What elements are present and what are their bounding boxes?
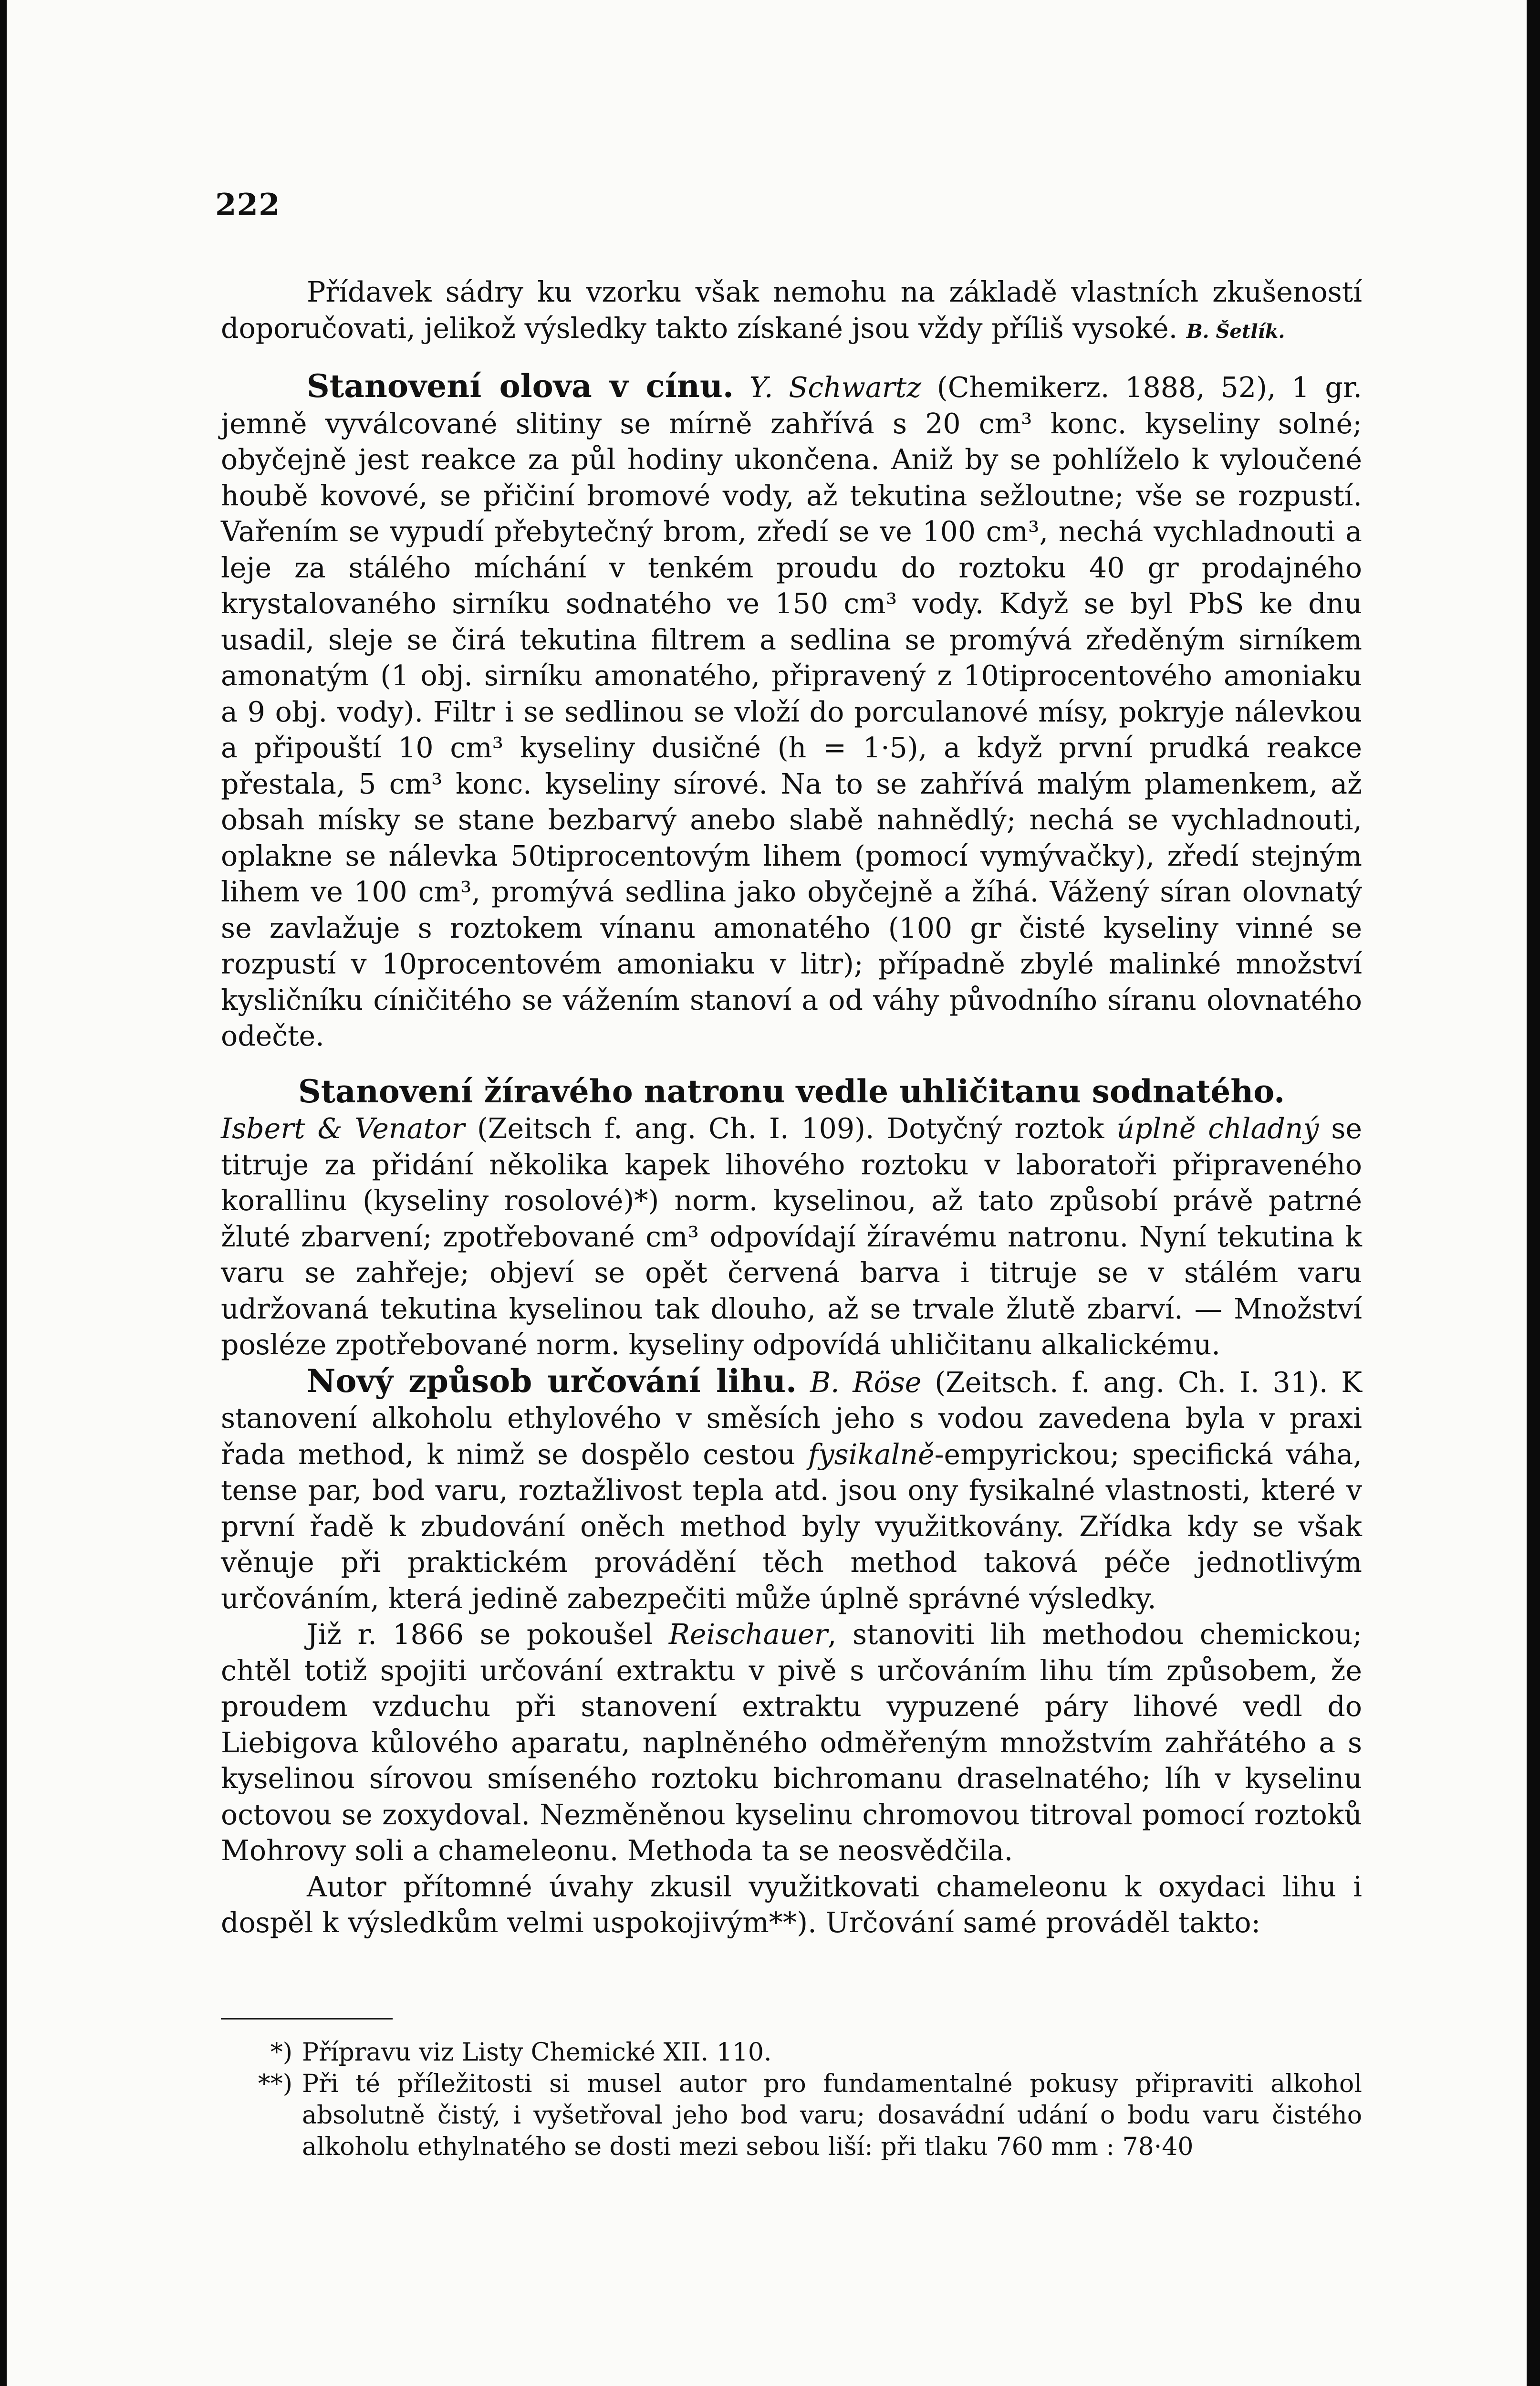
lihu-section [221, 1363, 1362, 1617]
lihu-heading: Nový způsob určování lihu. [307, 1362, 797, 1400]
reischauer-paragraph [221, 1617, 1362, 1869]
natron-heading-line [221, 1074, 1362, 1111]
signature: B. Šetlík. [1186, 320, 1285, 343]
natron-paragraph [221, 1111, 1362, 1363]
autor-paragraph [221, 1869, 1362, 1941]
lihu-emphasis: fysikalně [808, 1438, 935, 1471]
footnotes [221, 2037, 1362, 2163]
lead-author: Y. Schwartz [749, 371, 922, 404]
natron-emphasis: úplně chladný [1116, 1112, 1319, 1145]
reischauer-name: Reischauer [668, 1618, 828, 1651]
intro-paragraph [221, 274, 1362, 349]
lihu-text-a: (Zeitsch. f. ang. Ch. I. 31). K stanovení alkoholu ethylového v směsích jeho s vodou zavedena byla v praxi řada method, k nimž se dospělo cestou [221, 1366, 1363, 1471]
intro-text: Přídavek sádry ku vzorku však nemohu na základě vlastních zkušeností doporučovati, jelikož výsledky takto získané jsou vždy příliš vysoké. [221, 276, 1362, 345]
footnote-text: Přípravu viz Listy Chemické XII. 110. [302, 2038, 772, 2067]
footnote-mark: **) [258, 2070, 292, 2098]
body-text [221, 274, 1362, 1941]
footnote-rule [221, 2018, 393, 2020]
reischauer-text-b: , stanoviti lih methodou chemickou; chtěl totiž spojiti určování extraktu v pivě s určováním lihu tím způsobem, že proudem vzduchu při stanovení extraktu vypuzené páry lihové vedl do Liebigova kůlového aparatu, naplněného odměřeným množstvím zahřátého a s kyselinou sírovou smíseného roztoku bichromanu draselnatého; líh v kyselinu octovou se zoxydoval. Nezměněnou kyselinu chromovou titroval pomocí roztoků Mohrovy soli a chameleonu. Methoda ta se neosvědčila. [221, 1618, 1362, 1867]
page [7, 0, 1527, 2386]
lihu-author: B. Röse [810, 1366, 922, 1399]
footnote [221, 2068, 1362, 2163]
footnote-mark: *) [270, 2038, 292, 2067]
natron-heading: Stanovení žíravého natronu vedle uhličitanu sodnatého. [298, 1072, 1285, 1110]
autor-text: Autor přítomné úvahy zkusil využitkovati chameleonu k oxydaci lihu i dospěl k výsledkům velmi uspokojivým**). Určování samé prováděl takto: [221, 1870, 1362, 1939]
lead-text: (Chemikerz. 1888, 52), 1 gr. jemně vyválcované slitiny se mírně zahřívá s 20 cm³ konc. kyseliny solné; obyčejně jest reakce za půl hodiny ukončena. Aniž by se pohlíželo k vyloučené houbě kovové, se přičiní bromové vody, až tekutina sežloutne; vše se rozpustí. Vařením se vypudí přebytečný brom, zředí se ve 100 cm³, nechá vychladnouti a leje za stálého míchání v tenkém proudu do roztoku 40 gr prodajného krystalovaného sirníku sodnatého ve 150 cm³ vody. Když se byl PbS ke dnu usadil, sleje se čirá tekutina filtrem a sedlina se promývá zředěným sirníkem amonatým (1 obj. sirníku amonatého, připravený z 10tiprocentového amoniaku a 9 obj. vody). Filtr i se sedlinou se vloží do porculanové mísy, pokryje nálevkou a připouští 10 cm³ kyseliny dusičné (h = 1·5), a když první prudká reakce přestala, 5 cm³ konc. kyseliny sírové. Na to se zahřívá malým plamenkem, až obsah mísky se stane bezbarvý anebo slabě nahnědlý; nechá se vychladnouti, oplakne se nálevka 50tiprocentovým lihem (pomocí vymývačky), zředí stejným lihem ve 100 cm³, promývá sedlina jako obyčejně a žíhá. Vážený síran olovnatý se zavlažuje s roztokem vínanu amonatého (100 gr čisté kyseliny vinné se rozpustí v 10procentovém amoniaku v litr); případně zbylé malinké množství kysličníku cíničitého se vážením stanoví a od váhy původního síranu olovnatého odečte. [221, 371, 1363, 1052]
natron-text-b: se titruje za přidání několika kapek lihového roztoku v laboratoři připraveného korallinu (kyseliny rosolové)*) norm. kyselinou, až tato způsobí právě patrné žluté zbarvení; zpotřebované cm³ odpovídají žíravému natronu. Nyní tekutina k varu se zahřeje; objeví se opět červená barva i titruje se v stálém varu udržovaná tekutina kyselinou tak dlouho, až se trvale žlutě zbarví. — Množství posléze zpotřebované norm. kyseliny odpovídá uhličitanu alkalickému. [221, 1112, 1362, 1361]
footnote-text: Při té příležitosti si musel autor pro fundamentalné pokusy připraviti alkohol absolutně čistý, i vyšetřoval jeho bod varu; dosavádní udání o bodu varu čistého alkoholu ethylnatého se dosti mezi sebou liší: při tlaku 760 mm : 78·40 [302, 2070, 1362, 2161]
natron-authors: Isbert & Venator [221, 1112, 465, 1145]
lead-heading: Stanovení olova v cínu. [307, 367, 734, 405]
reischauer-text-a: Již r. 1866 se pokoušel [307, 1618, 669, 1651]
natron-text-a: (Zeitsch f. ang. Ch. I. 109). Dotyčný roztok [465, 1112, 1117, 1145]
footnote [221, 2037, 1362, 2068]
lihu-text-b: -empyrickou; specifická váha, tense par, bod varu, roztažlivost tepla atd. jsou ony fysikalné vlastnosti, které v první řadě k zbudování oněch method byly využitkovány. Zřídka kdy se však věnuje při praktickém provádění těch method taková péče jednotlivým určováním, která jedině zabezpečiti může úplně správné výsledky. [221, 1438, 1362, 1615]
lead-section [221, 368, 1362, 1055]
page-number: 222 [215, 187, 281, 223]
